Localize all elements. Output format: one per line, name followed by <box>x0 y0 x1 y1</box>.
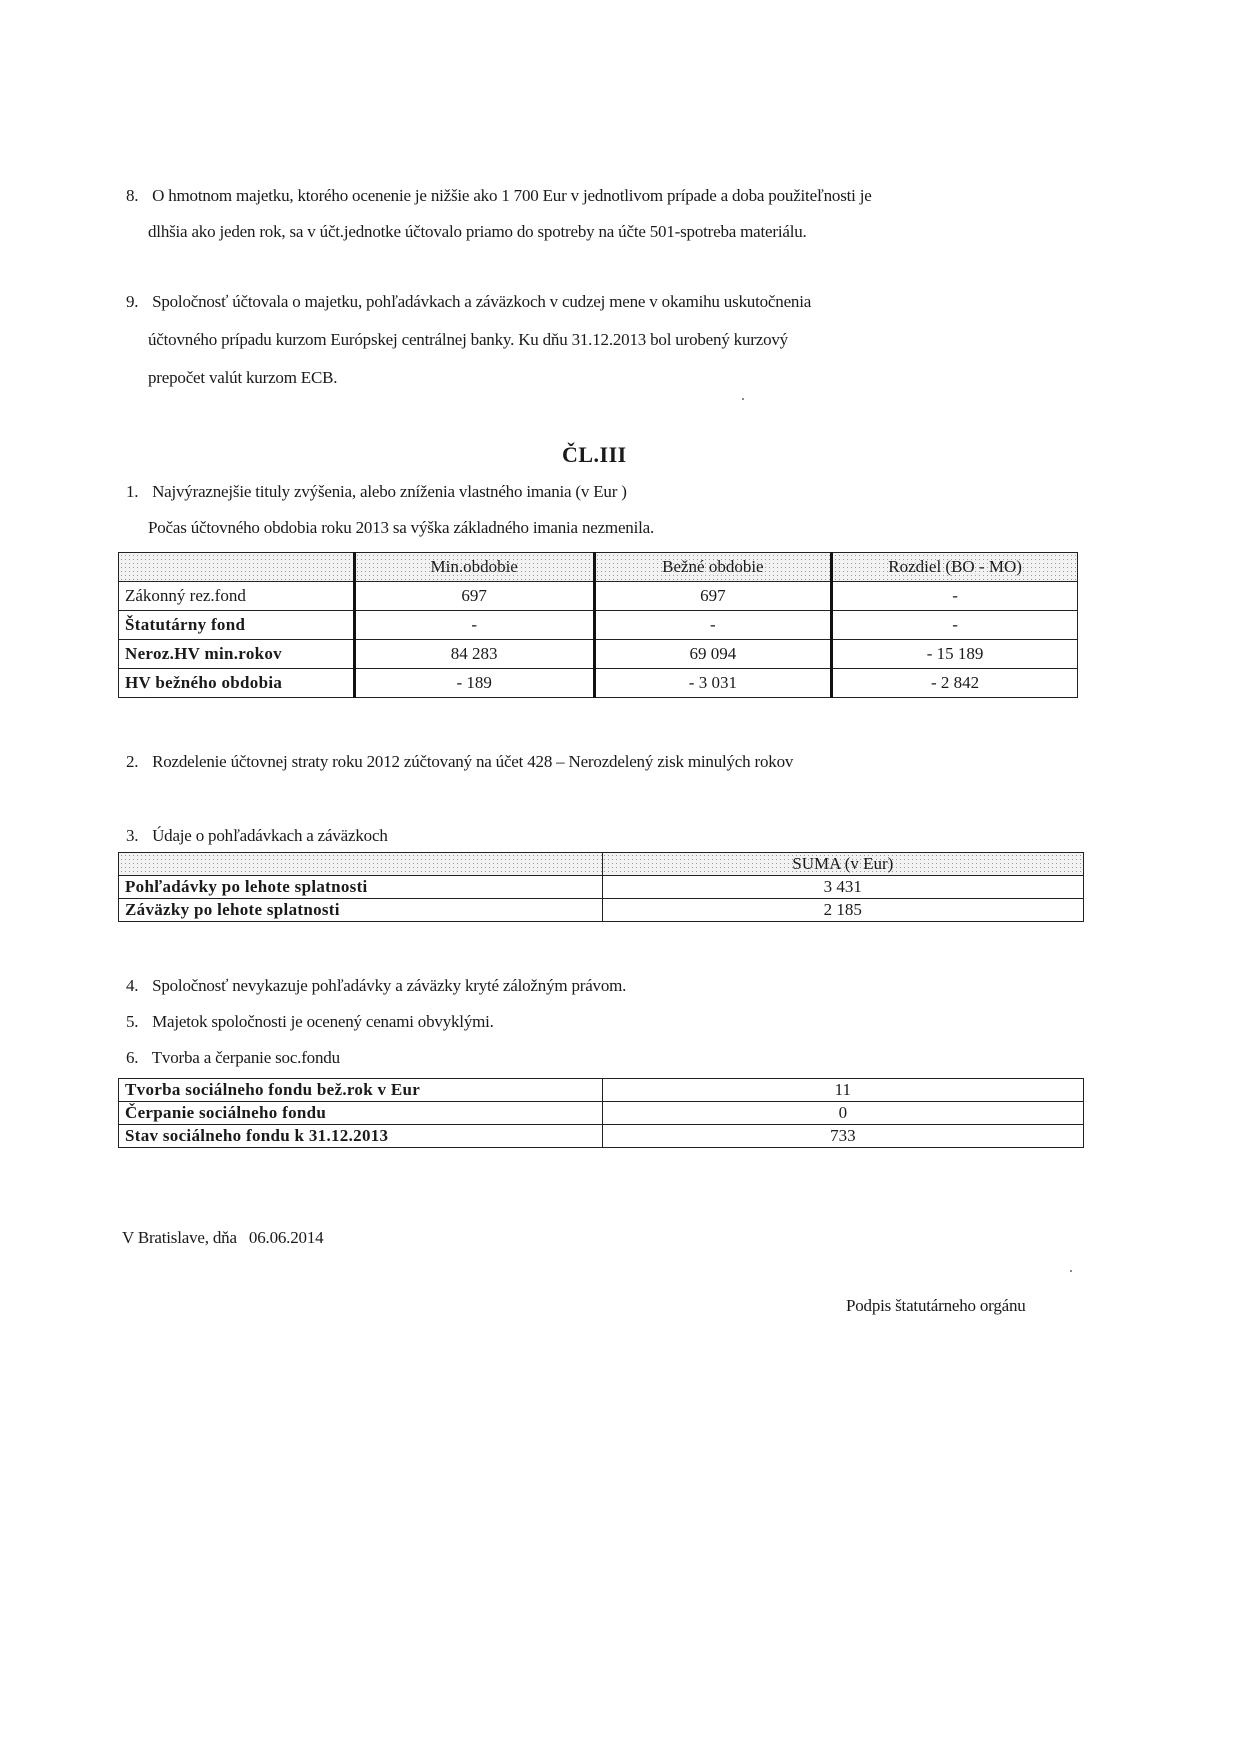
table-row <box>119 1102 1084 1125</box>
prev-value: 84 283 <box>354 640 594 669</box>
curr-value: - 3 031 <box>594 669 832 698</box>
table-row <box>119 1125 1084 1148</box>
item-9 <box>126 292 811 312</box>
prev-value: - 189 <box>354 669 594 698</box>
row-label: Tvorba sociálneho fondu bež.rok v Eur <box>119 1079 603 1102</box>
section-title: ČL.III <box>562 442 627 467</box>
item-number: 5. <box>126 1012 139 1031</box>
row-label: Stav sociálneho fondu k 31.12.2013 <box>119 1125 603 1148</box>
scan-speck <box>1070 1270 1072 1272</box>
section-item-6 <box>126 1048 340 1068</box>
item-9-line-3: prepočet valút kurzom ECB. <box>148 368 338 387</box>
diff-value: - 15 189 <box>832 640 1078 669</box>
row-value: 733 <box>602 1125 1083 1148</box>
item-9-line-2: účtovného prípadu kurzom Európskej centrálnej banky. Ku dňu 31.12.2013 bol urobený kurzový <box>148 330 788 349</box>
section-item-3 <box>126 826 388 846</box>
item-number: 2. <box>126 752 139 771</box>
social-fund-table <box>118 1078 1084 1148</box>
header-prev-period: Min.obdobie <box>354 553 594 582</box>
item-number: 4. <box>126 976 139 995</box>
row-label: Neroz.HV min.rokov <box>119 640 355 669</box>
row-label: Zákonný rez.fond <box>119 582 355 611</box>
row-value: 11 <box>602 1079 1083 1102</box>
row-label: Štatutárny fond <box>119 611 355 640</box>
section-item-1 <box>126 482 627 502</box>
table-row <box>119 876 1084 899</box>
table-row <box>119 611 1078 640</box>
item-text: Spoločnosť nevykazuje pohľadávky a záväzky kryté záložným právom. <box>152 976 627 995</box>
item-text: Rozdelenie účtovnej straty roku 2012 zúčtovaný na účet 428 – Nerozdelený zisk minulých rokov <box>152 752 794 771</box>
section-item-2 <box>126 752 793 772</box>
item-number: 1. <box>126 482 139 501</box>
item-text: Najvýraznejšie tituly zvýšenia, alebo zníženia vlastného imania (v Eur ) <box>152 482 627 501</box>
prev-value: 697 <box>354 582 594 611</box>
signature-label: Podpis štatutárneho orgánu <box>846 1296 1026 1315</box>
item-text-line: O hmotnom majetku, ktorého ocenenie je nižšie ako 1 700 Eur v jednotlivom prípade a doba použiteľnosti je <box>152 186 872 205</box>
row-label: Záväzky po lehote splatnosti <box>119 899 603 922</box>
curr-value: - <box>594 611 832 640</box>
header-difference: Rozdiel (BO - MO) <box>832 553 1078 582</box>
section-item-5 <box>126 1012 494 1032</box>
curr-value: 69 094 <box>594 640 832 669</box>
item-number: 3. <box>126 826 139 845</box>
item-text: Tvorba a čerpanie soc.fondu <box>151 1048 340 1067</box>
row-label: Pohľadávky po lehote splatnosti <box>119 876 603 899</box>
item-text: Majetok spoločnosti je ocenený cenami obvyklými. <box>152 1012 494 1031</box>
table-row <box>119 582 1078 611</box>
item-8-line-2: dlhšia ako jeden rok, sa v účt.jednotke účtovalo priamo do spotreby na účte 501-spotreba materiálu. <box>148 222 807 241</box>
header-empty-cell <box>119 553 355 582</box>
item-text-line: Spoločnosť účtovala o majetku, pohľadávkach a záväzkoch v cudzej mene v okamihu uskutočnenia <box>152 292 812 311</box>
place-and-date: V Bratislave, dňa 06.06.2014 <box>122 1228 324 1247</box>
curr-value: 697 <box>594 582 832 611</box>
row-value: 3 431 <box>602 876 1083 899</box>
row-value: 0 <box>602 1102 1083 1125</box>
table-row <box>119 1079 1084 1102</box>
scan-speck <box>742 398 744 400</box>
header-current-period: Bežné obdobie <box>594 553 832 582</box>
table-row <box>119 899 1084 922</box>
table-header-row <box>119 553 1078 582</box>
item-number: 8. <box>126 186 139 205</box>
item-text: Údaje o pohľadávkach a záväzkoch <box>152 826 388 845</box>
section-item-1-subtext: Počas účtovného obdobia roku 2013 sa výška základného imania nezmenila. <box>148 518 655 537</box>
prev-value: - <box>354 611 594 640</box>
row-value: 2 185 <box>602 899 1083 922</box>
table-header-row <box>119 853 1084 876</box>
table-row <box>119 669 1078 698</box>
receivables-table <box>118 852 1084 922</box>
section-item-4 <box>126 976 626 996</box>
equity-table <box>118 552 1078 698</box>
diff-value: - 2 842 <box>832 669 1078 698</box>
row-label: Čerpanie sociálneho fondu <box>119 1102 603 1125</box>
item-number: 9. <box>126 292 139 311</box>
row-label: HV bežného obdobia <box>119 669 355 698</box>
table-row <box>119 640 1078 669</box>
diff-value: - <box>832 611 1078 640</box>
header-sum: SUMA (v Eur) <box>602 853 1083 876</box>
item-8 <box>126 186 872 206</box>
diff-value: - <box>832 582 1078 611</box>
item-number: 6. <box>126 1048 139 1067</box>
header-empty-cell <box>119 853 603 876</box>
